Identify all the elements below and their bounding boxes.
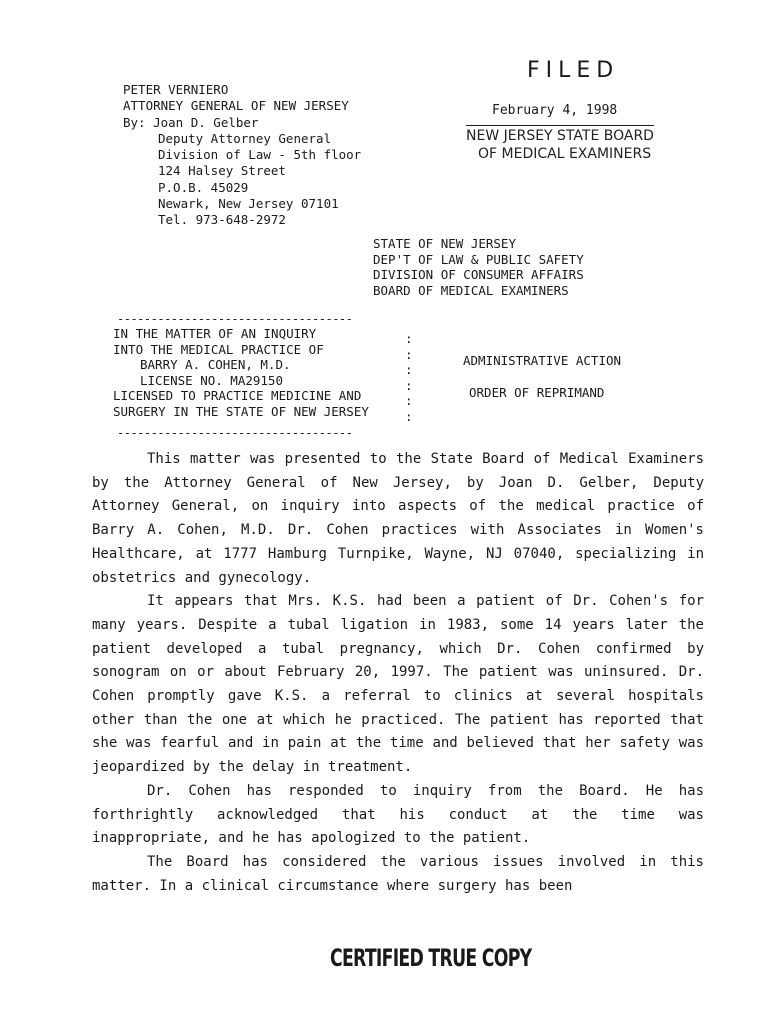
administrative-action: ADMINISTRATIVE ACTION [463, 353, 622, 368]
agency-block [373, 236, 584, 298]
order-body [92, 448, 704, 898]
board-stamp-line2: OF MEDICAL EXAMINERS [478, 146, 652, 162]
attorney-name: PETER VERNIERO [123, 82, 229, 97]
caption-colon: : [405, 393, 413, 408]
caption-colon: : [405, 331, 413, 346]
agency-line2: DEP'T OF LAW & PUBLIC SAFETY [373, 251, 584, 267]
agency-line3: DIVISION OF CONSUMER AFFAIRS [373, 267, 584, 282]
attorney-deputy: Deputy Attorney General [158, 130, 332, 146]
caption-colon: : [405, 408, 413, 424]
agency-line1: STATE OF NEW JERSEY [373, 236, 516, 251]
attorney-street: 124 Halsey Street [158, 163, 286, 179]
order-title: ORDER OF REPRIMAND [469, 385, 605, 400]
attorney-city: Newark, New Jersey 07101 [158, 196, 339, 212]
caption-line3: BARRY A. COHEN, M.D. [140, 357, 291, 372]
caption-line5: LICENSED TO PRACTICE MEDICINE AND [113, 388, 362, 403]
caption-colon: : [405, 377, 413, 393]
board-stamp-line1: NEW JERSEY STATE BOARD [466, 128, 654, 144]
attorney-by: By: Joan D. Gelber [123, 114, 259, 130]
caption-rule-top: ----------------------------------- [117, 312, 353, 326]
caption-line4: LICENSE NO. MA29150 [140, 372, 283, 388]
body-paragraph-4: The Board has considered the various issues involved in this matter. In a clinical circumstance where surgery has been [92, 853, 704, 894]
caption-line2: INTO THE MEDICAL PRACTICE OF [113, 341, 324, 357]
caption-colon: : [405, 362, 413, 377]
caption-line6: SURGERY IN THE STATE OF NEW JERSEY [113, 403, 369, 419]
case-caption [113, 326, 369, 419]
filed-date: February 4, 1998 [492, 103, 618, 118]
certified-true-copy-stamp: CERTIFIED TRUE COPY [330, 944, 532, 972]
attorney-title: ATTORNEY GENERAL OF NEW JERSEY [123, 98, 349, 114]
attorney-pob: P.O.B. 45029 [158, 179, 249, 195]
filed-stamp: FILED [527, 58, 620, 83]
attorney-division: Division of Law - 5th floor [158, 147, 362, 163]
attorney-tel: Tel. 973-648-2972 [158, 212, 286, 228]
agency-line4: BOARD OF MEDICAL EXAMINERS [373, 282, 569, 298]
body-paragraph-2: It appears that Mrs. K.S. had been a patient of Dr. Cohen's for many years. Despite a tubal ligation in 1983, some 14 years later the patient developed a tubal pregnancy, which Dr. Cohen confirmed by sonogram on or about February 20, 1997. The patient was uninsured. Dr. Cohen promptly gave K.S. a referral to clinics at several hospitals other than the one at which he practiced. The patient has reported that she was fearful and in pain at the time and believed that her safety was jeopardized by the delay in treatment. [92, 593, 704, 776]
caption-line1: IN THE MATTER OF AN INQUIRY [113, 326, 317, 341]
caption-rule-bottom: ----------------------------------- [117, 426, 353, 440]
caption-colons [405, 331, 413, 424]
caption-colon: : [405, 346, 413, 362]
body-paragraph-1: This matter was presented to the State Board of Medical Examiners by the Attorney General of New Jersey, by Joan D. Gelber, Deputy Attorney General, on inquiry into aspects of the medical practice of Barry A. Cohen, M.D. Dr. Cohen practices with Associates in Women's Healthcare, at 1777 Hamburg Turnpike, Wayne, NJ 07040, specializing in obstetrics and gynecology. [92, 451, 704, 586]
attorney-block [123, 82, 361, 229]
board-stamp [466, 125, 654, 163]
body-paragraph-3: Dr. Cohen has responded to inquiry from the Board. He has forthrightly acknowledged that his conduct at the time was inappropriate, and he has apologized to the patient. [92, 782, 704, 847]
